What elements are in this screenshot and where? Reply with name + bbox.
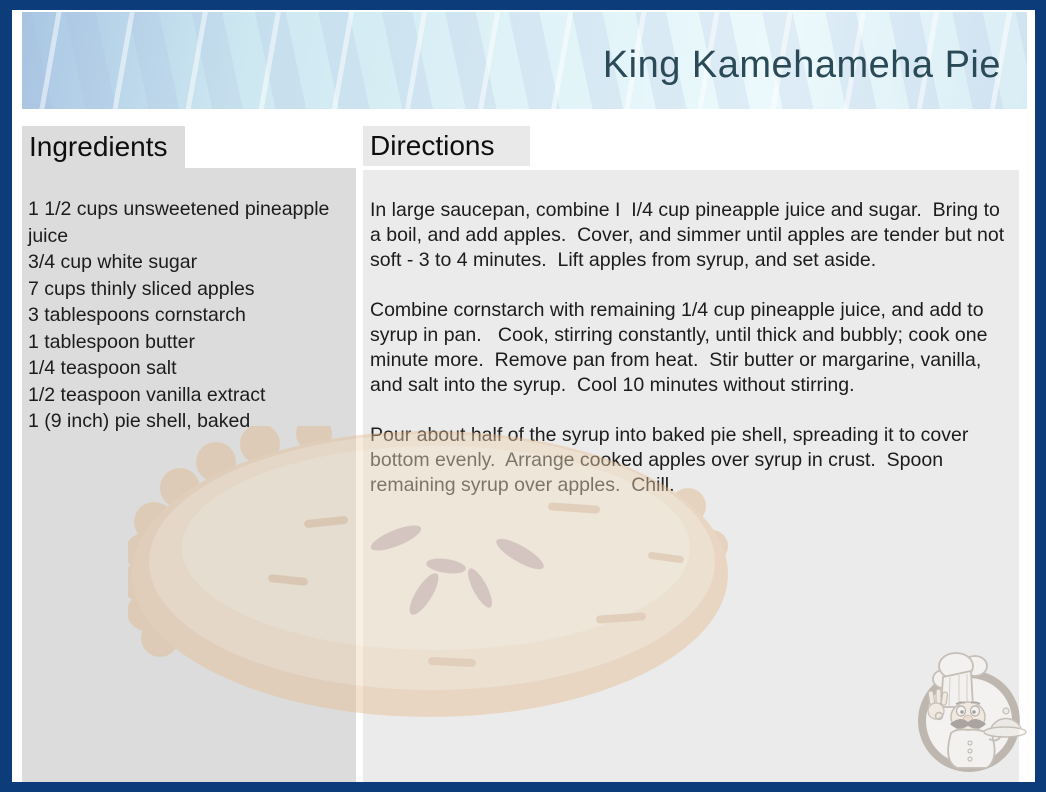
directions-heading: Directions (363, 126, 530, 166)
directions-paragraph: In large saucepan, combine I I/4 cup pineapple juice and sugar. Bring to a boil, and add apples. Cover, and simmer until apples are tender but not soft - 3 to 4 minutes. Lift apples from syrup, and set aside. (370, 199, 1010, 271)
ingredient-item: 1 (9 inch) pie shell, baked (28, 410, 251, 432)
ingredient-item: 1/2 teaspoon vanilla extract (28, 383, 266, 406)
ingredient-item: 7 cups thinly sliced apples (28, 277, 255, 300)
ingredients-heading: Ingredients (22, 126, 185, 168)
ingredient-item: 1 tablespoon butter (28, 330, 195, 353)
directions-paragraph: Combine cornstarch with remaining 1/4 cup pineapple juice, and add to syrup in pan. Cook, stirring constantly, until thick and bubbly; cook one minute more. Remove pan from heat. Stir butter or margarine, vanilla, and salt into the syrup. Cool 10 minutes without stirring. (370, 299, 993, 396)
directions-paragraph: Pour about half of the syrup into baked pie shell, spreading it to cover bottom evenly. Arrange cooked apples over syrup in crust. Spoon remaining syrup over apples. Chill. (370, 424, 974, 496)
ingredient-item: 1 1/2 cups unsweetened pineapple juice (28, 198, 330, 247)
page-title: King Kamehameha Pie (602, 43, 1001, 86)
ingredient-item: 3/4 cup white sugar (28, 251, 198, 273)
directions-panel (363, 170, 1019, 782)
ingredient-item: 3 tablespoons cornstarch (28, 304, 246, 326)
ingredient-item: 1/4 teaspoon salt (28, 357, 177, 379)
header-banner (22, 12, 1027, 109)
ingredients-panel (22, 168, 356, 782)
